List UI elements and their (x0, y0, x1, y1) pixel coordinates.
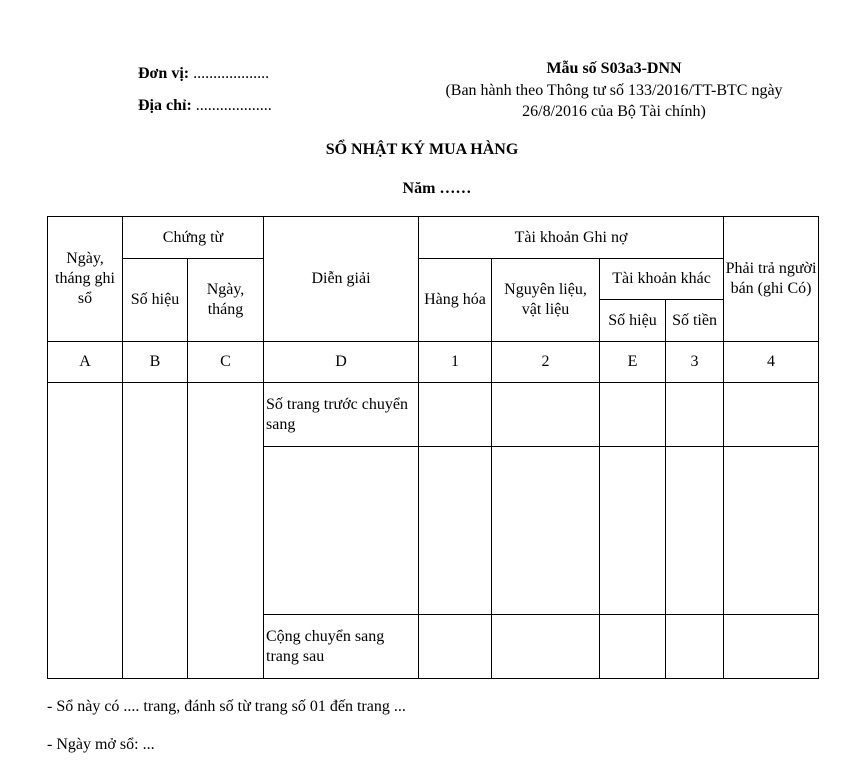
cell (600, 615, 666, 679)
issued-line-2: 26/8/2016 của Bộ Tài chính) (522, 103, 706, 120)
address-line (138, 90, 272, 122)
code-d: D (264, 342, 419, 383)
cell (492, 447, 600, 615)
header-other-account: Tài khoản khác (600, 259, 724, 300)
cell (600, 383, 666, 447)
cell (419, 383, 492, 447)
header-other-number: Số hiệu (600, 300, 666, 342)
document-year: Năm …… (402, 180, 472, 197)
header-voucher-number: Số hiệu (123, 259, 188, 342)
cell (419, 615, 492, 679)
purchase-journal-table (47, 216, 819, 679)
cell (492, 615, 600, 679)
body-date-recorded (48, 383, 123, 679)
header-goods: Hàng hóa (419, 259, 492, 342)
note-pages: - Sổ này có .... trang, đánh số từ trang số 01 đến trang ... (47, 698, 406, 715)
unit-label: Đơn vị: (138, 65, 190, 82)
address-value: ................... (195, 97, 272, 114)
row-carried-forward: Cộng chuyển sang trang sau (264, 615, 419, 679)
code-4: 4 (724, 342, 819, 383)
notes-block (47, 688, 406, 764)
code-e: E (600, 342, 666, 383)
body-voucher-date (188, 383, 264, 679)
document-title: SỔ NHẬT KÝ MUA HÀNG (325, 141, 519, 158)
body-voucher-number (123, 383, 188, 679)
code-1: 1 (419, 342, 492, 383)
code-c: C (188, 342, 264, 383)
note-open-date: - Ngày mở sổ: ... (47, 736, 155, 753)
header-description: Diễn giải (264, 217, 419, 342)
code-a: A (48, 342, 123, 383)
address-label: Địa chỉ: (138, 97, 192, 114)
cell (666, 615, 724, 679)
form-code: Mẫu số S03a3-DNN (546, 60, 682, 77)
cell (724, 615, 819, 679)
unit-value: ................... (193, 65, 270, 82)
row-brought-forward: Số trang trước chuyển sang (264, 383, 419, 447)
cell (600, 447, 666, 615)
cell (724, 447, 819, 615)
cell (666, 447, 724, 615)
issued-line-1: (Ban hành theo Thông tư số 133/2016/TT-BTC ngày (445, 82, 783, 99)
code-b: B (123, 342, 188, 383)
code-3: 3 (666, 342, 724, 383)
header-voucher: Chứng từ (123, 217, 264, 259)
cell (492, 383, 600, 447)
unit-block (138, 58, 272, 122)
cell (724, 383, 819, 447)
header-debit-account: Tài khoản Ghi nợ (419, 217, 724, 259)
code-2: 2 (492, 342, 600, 383)
header-other-amount: Số tiền (666, 300, 724, 342)
cell (264, 447, 419, 615)
header-payable: Phải trả người bán (ghi Có) (724, 217, 819, 342)
cell (666, 383, 724, 447)
cell (419, 447, 492, 615)
unit-line (138, 58, 272, 90)
form-code-block (404, 58, 824, 122)
header-materials: Nguyên liệu, vật liệu (492, 259, 600, 342)
header-date-recorded: Ngày, tháng ghi sổ (48, 217, 123, 342)
header-voucher-date: Ngày, tháng (188, 259, 264, 342)
